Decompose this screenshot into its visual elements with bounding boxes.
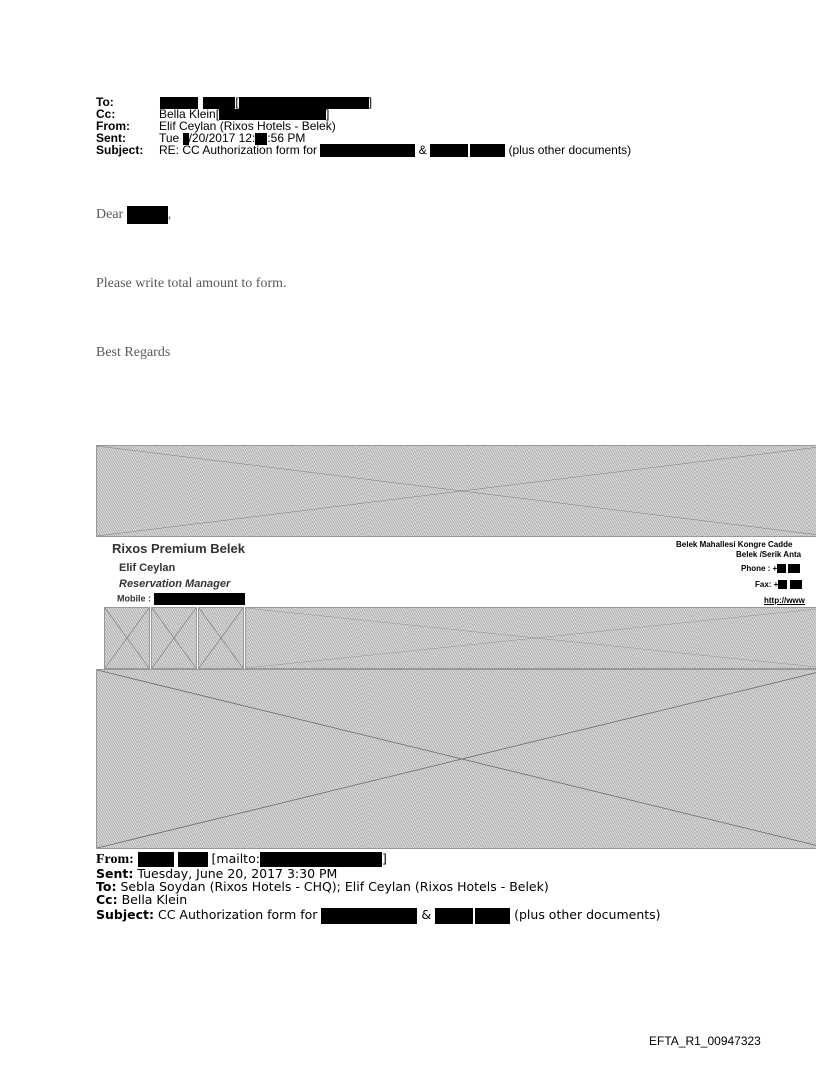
mobile-label: Mobile : bbox=[117, 593, 151, 604]
bracket-close: ] bbox=[368, 95, 373, 109]
sig-hotel: Rixos Premium Belek bbox=[112, 541, 245, 556]
sig-web-link[interactable]: http://www bbox=[764, 596, 805, 605]
redaction bbox=[178, 852, 208, 867]
social-icon-3[interactable] bbox=[198, 607, 244, 669]
sent-label: Sent: bbox=[96, 131, 126, 145]
subject-suffix: (plus other documents) bbox=[508, 143, 632, 157]
doc-id: EFTA_R1_00947323 bbox=[649, 1034, 761, 1048]
greeting-text: Dear bbox=[96, 207, 124, 223]
redaction bbox=[435, 908, 473, 924]
sig-title: Reservation Manager bbox=[119, 578, 231, 590]
redaction bbox=[321, 908, 417, 924]
sent-part1: Tue bbox=[159, 131, 180, 145]
redaction bbox=[790, 580, 802, 589]
fw-sent-value: Tuesday, June 20, 2017 3:30 PM bbox=[137, 866, 338, 881]
fw-subject-label: Subject: bbox=[96, 907, 154, 922]
redaction bbox=[777, 564, 786, 573]
phone-label: Phone : + bbox=[741, 564, 778, 573]
redaction bbox=[260, 852, 382, 867]
greeting bbox=[96, 206, 171, 224]
fax-label: Fax: + bbox=[755, 580, 779, 589]
cc-label: Cc: bbox=[96, 107, 116, 121]
closing: Best Regards bbox=[96, 345, 171, 360]
promo-image bbox=[96, 669, 816, 849]
fw-to-value: Sebla Soydan (Rixos Hotels - CHQ); Elif Ceylan (Rixos Hotels - Belek) bbox=[120, 879, 549, 894]
bracket-close: ] bbox=[326, 107, 330, 121]
sent-part3: :56 PM bbox=[267, 131, 306, 145]
fw-cc-value: Bella Klein bbox=[121, 892, 188, 907]
sig-fax bbox=[755, 580, 802, 589]
to-label: To: bbox=[96, 95, 114, 109]
fw-mailto-close: ] bbox=[381, 851, 387, 866]
bracket-open: [ bbox=[235, 95, 239, 109]
sig-mobile bbox=[117, 593, 245, 605]
fw-sent-label: Sent: bbox=[96, 866, 134, 881]
subject-label: Subject: bbox=[96, 143, 144, 157]
sig-address2: Belek /Serik Anta bbox=[736, 550, 802, 559]
footer-banner-strip bbox=[245, 607, 816, 669]
forwarded-header bbox=[96, 850, 661, 924]
header-subject-row bbox=[96, 144, 631, 157]
fw-subject-row bbox=[96, 906, 661, 924]
fw-to-label: To: bbox=[96, 879, 117, 894]
fw-subject-prefix: CC Authorization form for bbox=[157, 907, 318, 922]
greeting-comma: , bbox=[167, 207, 172, 223]
social-icon-1[interactable] bbox=[104, 607, 150, 669]
redaction bbox=[470, 144, 505, 157]
fw-mailto: [mailto: bbox=[211, 851, 260, 866]
redaction bbox=[430, 144, 468, 157]
sig-name: Elif Ceylan bbox=[119, 562, 176, 574]
social-icon-2[interactable] bbox=[151, 607, 197, 669]
fw-cc-label: Cc: bbox=[96, 892, 118, 907]
sig-phone bbox=[741, 564, 800, 573]
fw-from-row bbox=[96, 850, 661, 867]
redaction bbox=[138, 852, 174, 867]
subject-prefix: RE: CC Authorization form for bbox=[159, 143, 318, 157]
from-value: Elif Ceylan (Rixos Hotels - Belek) bbox=[159, 119, 336, 133]
redaction bbox=[778, 580, 787, 589]
body-line: Please write total amount to form. bbox=[96, 276, 287, 291]
cc-value: Bella Klein[ bbox=[159, 107, 220, 121]
redaction bbox=[475, 908, 510, 924]
fw-from-label: From: bbox=[96, 852, 134, 867]
redaction bbox=[320, 144, 415, 157]
from-label: From: bbox=[96, 119, 130, 133]
fw-subject-suffix: (plus other documents) bbox=[514, 907, 661, 922]
redaction bbox=[788, 564, 800, 573]
subject-amp: & bbox=[418, 143, 427, 157]
fw-cc-row bbox=[96, 893, 661, 906]
redaction bbox=[154, 593, 245, 605]
redaction bbox=[127, 206, 168, 224]
sent-part2: /20/2017 12: bbox=[188, 131, 256, 145]
fw-subject-amp: & bbox=[421, 907, 432, 922]
sig-address1: Belek Mahallesi Kongre Cadde bbox=[676, 540, 793, 549]
banner-image bbox=[96, 445, 816, 537]
email-header bbox=[96, 96, 631, 157]
